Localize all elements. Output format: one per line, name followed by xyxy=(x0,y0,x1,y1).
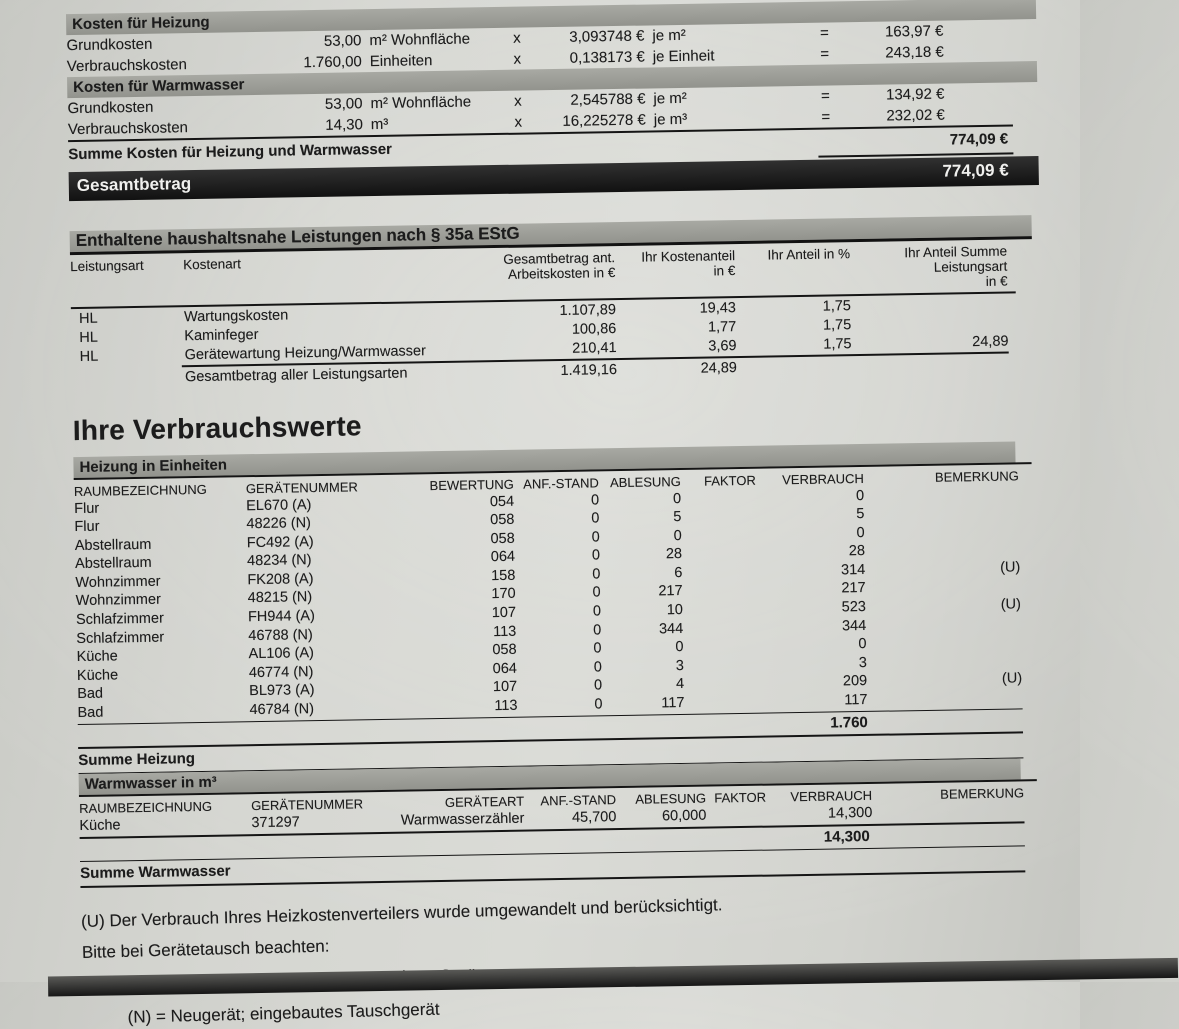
verbrauch-value: 344 xyxy=(841,617,867,634)
cost-amount: 243,18 € xyxy=(885,43,944,62)
cost-label: Grundkosten xyxy=(66,35,153,55)
verbrauch-value: 5 xyxy=(856,506,865,523)
geraetenummer: 46774 (N) xyxy=(248,663,314,682)
multiply-sign: x xyxy=(513,29,521,47)
total-label: Gesamtbetrag aller Leistungsarten xyxy=(184,365,408,385)
raumbezeichnung: Bad xyxy=(77,686,104,703)
cost-per-unit: je Einheit xyxy=(652,47,715,66)
anf-stand-value: 0 xyxy=(593,659,603,676)
cost-label: Grundkosten xyxy=(67,98,154,118)
bewertung-value: 158 xyxy=(491,567,516,585)
bewertung-value: 058 xyxy=(492,641,517,659)
cost-amount: 134,92 € xyxy=(885,85,945,104)
faktor-value xyxy=(684,656,759,676)
raumbezeichnung: Schlafzimmer xyxy=(76,629,165,647)
faktor-value xyxy=(682,525,757,545)
anteil-summe-value xyxy=(851,313,1008,335)
equals-sign: = xyxy=(821,108,831,126)
cost-unit-price: 3,093748 € xyxy=(569,27,645,46)
column-header: ANF.-STAND xyxy=(523,474,599,492)
section-title: Heizung in Einheiten xyxy=(79,456,228,476)
column-header: RAUMBEZEICHNUNG xyxy=(79,798,213,817)
ablesung-value: 117 xyxy=(661,694,685,712)
cost-unit: Einheiten xyxy=(369,52,433,71)
document-page xyxy=(66,0,1054,1027)
ablesung-value: 4 xyxy=(675,676,685,693)
column-header: BEWERTUNG xyxy=(429,476,514,493)
equals-sign: = xyxy=(820,87,830,105)
anf-stand-value: 0 xyxy=(594,696,603,713)
raumbezeichnung: Küche xyxy=(76,648,118,666)
column-header: ABLESUNG xyxy=(609,473,681,490)
section-title: Enthaltene haushaltsnahe Leistungen nach § 35a EStG xyxy=(75,223,520,250)
faktor-value xyxy=(682,544,757,564)
cost-label: Verbrauchskosten xyxy=(67,119,189,139)
cost-unit-price: 2,545788 € xyxy=(570,90,646,109)
column-header: Kostenart xyxy=(183,255,242,272)
faktor-value xyxy=(681,507,756,527)
summe-heizung-label: Summe Heizung xyxy=(78,749,196,769)
total-arbeitskosten: 1.419,16 xyxy=(560,361,618,379)
ablesung-value: 0 xyxy=(673,527,682,544)
total-kostenanteil: 24,89 xyxy=(700,359,738,377)
bewertung-value: 113 xyxy=(493,623,517,640)
cost-per-unit: je m³ xyxy=(653,110,688,129)
verbrauch-value: 28 xyxy=(848,543,866,560)
arbeitskosten-value: 100,86 xyxy=(571,320,617,338)
bewertung-value: 170 xyxy=(491,586,516,603)
kostenanteil-value: 3,69 xyxy=(708,337,737,355)
spacer xyxy=(72,368,177,389)
cost-label: Verbrauchskosten xyxy=(66,56,188,76)
summe-label: Summe Kosten für Heizung und Warmwasser xyxy=(68,140,393,164)
bewertung-value: 054 xyxy=(489,493,515,510)
anf-stand-value: 0 xyxy=(590,491,600,508)
geraeteart: Warmwasserzähler xyxy=(400,810,525,829)
column-header: GERÄTEART xyxy=(444,793,525,811)
bewertung-value: 058 xyxy=(490,511,515,529)
column-header: Leistungsart xyxy=(70,257,144,274)
equals-sign: = xyxy=(820,45,830,63)
geraetenummer: EL670 (A) xyxy=(246,496,312,514)
anf-stand-value: 0 xyxy=(591,547,601,564)
bewertung-value: 113 xyxy=(494,697,518,715)
raumbezeichnung: Bad xyxy=(77,704,104,722)
cost-amount: 232,02 € xyxy=(886,106,945,125)
column-header: BEMERKUNG xyxy=(934,467,1019,485)
section-title: Kosten für Heizung xyxy=(72,13,210,34)
cost-unit: m² Wohnfläche xyxy=(370,93,472,113)
geraetenummer: 48226 (N) xyxy=(246,515,312,533)
faktor-value xyxy=(684,674,759,694)
leistungsart: HL xyxy=(79,329,99,346)
kostenart: Kaminfeger xyxy=(184,326,259,344)
geraetenummer: AL106 (A) xyxy=(248,645,315,663)
bewertung-value: 058 xyxy=(490,530,515,547)
column-header: FAKTOR xyxy=(703,472,756,489)
bemerkung-value xyxy=(872,801,1024,823)
summe-warmwasser-label: Summe Warmwasser xyxy=(80,862,231,883)
cost-unit: m³ xyxy=(370,115,389,134)
kostenart: Gerätewartung Heizung/Warmwasser xyxy=(184,342,426,363)
geraetenummer: FK208 (A) xyxy=(247,570,314,589)
multiply-sign: x xyxy=(513,50,522,68)
column-header: RAUMBEZEICHNUNG xyxy=(73,481,207,499)
heizung-total: 1.760 xyxy=(830,714,868,732)
cost-unit-price: 0,138173 € xyxy=(569,48,645,67)
faktor-value xyxy=(681,488,756,508)
ablesung-value: 6 xyxy=(674,564,683,581)
verbrauch-value: 0 xyxy=(856,524,865,541)
cost-quantity: 14,30 xyxy=(325,116,363,134)
leistungsart: HL xyxy=(79,348,99,365)
anf-stand-value: 45,700 xyxy=(571,809,617,826)
footnote-u: (U) Der Verbrauch Ihres Heizkostenverteilers wurde umgewandelt und berücksichtigt. xyxy=(80,894,723,931)
gesamtbetrag-amount: 774,09 € xyxy=(942,160,1009,181)
raumbezeichnung: Abstellraum xyxy=(74,536,152,554)
geraetenummer: 46788 (N) xyxy=(248,626,313,644)
anf-stand-value: 0 xyxy=(591,529,600,546)
verbrauch-value: 217 xyxy=(841,580,866,597)
column-header: GERÄTENUMMER xyxy=(245,478,358,496)
anf-stand-value: 0 xyxy=(593,621,602,639)
verbrauchswerte-title: Ihre Verbrauchswerte xyxy=(72,409,362,446)
raumbezeichnung: Wohnzimmer xyxy=(75,573,161,591)
bewertung-value: 064 xyxy=(492,660,518,677)
kostenart: Wartungskosten xyxy=(183,306,289,325)
bewertung-value: 064 xyxy=(490,549,516,566)
ablesung-value: 60,000 xyxy=(661,807,707,825)
column-header: Gesamtbetrag ant. Arbeitskosten in € xyxy=(503,249,616,282)
anteil-prozent-value: 1,75 xyxy=(823,335,852,353)
geraetenummer: FC492 (A) xyxy=(246,533,314,551)
column-header: ABLESUNG xyxy=(635,790,707,807)
section-title: Warmwasser in m³ xyxy=(84,773,217,794)
ablesung-value: 344 xyxy=(658,620,684,638)
cost-quantity: 1.760,00 xyxy=(303,53,362,72)
cost-unit: m² Wohnfläche xyxy=(369,30,471,50)
ablesung-value: 3 xyxy=(675,657,684,674)
geraetenummer: 371297 xyxy=(251,814,300,832)
verbrauch-value: 14,300 xyxy=(827,804,873,822)
faktor-value xyxy=(684,693,759,713)
column-header: Ihr Anteil in % xyxy=(767,245,851,263)
column-header: BEMERKUNG xyxy=(940,785,1025,802)
summe-amount: 774,09 € xyxy=(949,130,1009,149)
ablesung-value: 0 xyxy=(675,639,684,656)
faktor-value xyxy=(706,806,766,826)
anf-stand-value: 0 xyxy=(593,640,602,657)
verbrauch-value: 523 xyxy=(841,599,867,616)
raumbezeichnung: Flur xyxy=(74,500,100,517)
footnotes xyxy=(81,886,1056,1028)
kostenanteil-value: 19,43 xyxy=(699,299,737,317)
arbeitskosten-value: 210,41 xyxy=(572,339,617,357)
arbeitskosten-value: 1.107,89 xyxy=(559,301,617,319)
verbrauch-value: 314 xyxy=(840,561,866,579)
verbrauch-value: 3 xyxy=(858,654,867,671)
anteil-summe-value xyxy=(851,294,1008,316)
cost-amount: 163,97 € xyxy=(884,22,944,41)
ablesung-value: 217 xyxy=(658,583,683,600)
cost-quantity: 53,00 xyxy=(323,32,362,50)
anf-stand-value: 0 xyxy=(593,677,603,694)
verbrauch-value: 209 xyxy=(842,673,868,690)
column-header: GERÄTENUMMER xyxy=(251,796,364,814)
geraetenummer: 48215 (N) xyxy=(247,589,313,607)
faktor-value xyxy=(682,563,757,583)
bemerkung-value: (U) xyxy=(1001,670,1023,688)
geraetenummer: FH944 (A) xyxy=(247,608,316,626)
anteil-prozent-value: 1,75 xyxy=(822,297,852,315)
anf-stand-value: 0 xyxy=(592,566,601,583)
cost-unit-price: 16,225278 € xyxy=(562,111,646,130)
anteil-prozent-value: 1,75 xyxy=(822,316,852,334)
column-header: FAKTOR xyxy=(714,789,767,806)
heizung-table xyxy=(74,483,1050,722)
bemerkung-value xyxy=(867,688,1022,709)
geraetenummer: 48234 (N) xyxy=(246,552,312,570)
faktor-value xyxy=(682,581,757,601)
bemerkung-value: (U) xyxy=(1000,596,1022,613)
column-header: ANF.-STAND xyxy=(540,792,617,809)
raumbezeichnung: Küche xyxy=(76,667,119,684)
verbrauch-value: 0 xyxy=(858,636,867,653)
spacer xyxy=(737,357,852,378)
faktor-value xyxy=(683,618,758,638)
column-header: Ihr Kostenanteil in € xyxy=(641,247,736,278)
section-title: Kosten für Warmwasser xyxy=(73,76,245,97)
raumbezeichnung: Flur xyxy=(74,518,100,536)
ablesung-value: 28 xyxy=(665,546,683,563)
bemerkung-value: (U) xyxy=(1000,559,1021,576)
cost-quantity: 53,00 xyxy=(324,95,363,113)
gesamtbetrag-label: Gesamtbetrag xyxy=(76,174,192,195)
footnote-hint: Bitte bei Gerätetausch beachten: xyxy=(81,936,330,962)
geraetenummer: 46784 (N) xyxy=(249,701,315,719)
leistungsart: HL xyxy=(78,310,98,327)
column-header: VERBRAUCH xyxy=(790,787,873,805)
ablesung-value: 5 xyxy=(673,509,682,526)
raumbezeichnung: Schlafzimmer xyxy=(75,610,164,629)
geraetenummer: BL973 (A) xyxy=(249,682,315,700)
cost-per-unit: je m² xyxy=(653,89,687,108)
faktor-value xyxy=(683,637,758,657)
bewertung-value: 107 xyxy=(491,604,517,622)
warmwasser-total: 14,300 xyxy=(823,827,870,846)
multiply-sign: x xyxy=(514,92,522,110)
multiply-sign: x xyxy=(514,113,523,131)
anf-stand-value: 0 xyxy=(592,584,601,601)
raumbezeichnung: Küche xyxy=(79,817,121,835)
anteil-summe-value: 24,89 xyxy=(972,333,1009,350)
verbrauch-value: 117 xyxy=(844,691,868,709)
faktor-value xyxy=(683,600,758,620)
spacer xyxy=(852,354,1009,376)
equals-sign: = xyxy=(819,24,829,42)
column-header: Ihr Anteil Summe Leistungsart in € xyxy=(904,243,1008,289)
raumbezeichnung: Abstellraum xyxy=(74,555,152,573)
verbrauch-value: 0 xyxy=(855,487,865,504)
anf-stand-value: 0 xyxy=(592,603,602,620)
raumbezeichnung: Wohnzimmer xyxy=(75,592,161,610)
cost-per-unit: je m² xyxy=(652,26,686,45)
ablesung-value: 0 xyxy=(672,490,682,507)
bewertung-value: 107 xyxy=(492,679,518,696)
ablesung-value: 10 xyxy=(666,602,684,619)
column-header: VERBRAUCH xyxy=(782,470,864,487)
kostenanteil-value: 1,77 xyxy=(707,318,737,336)
anf-stand-value: 0 xyxy=(591,510,600,527)
footnote-n: (N) = Neugerät; eingebautes Tauschgerät xyxy=(127,999,440,1027)
